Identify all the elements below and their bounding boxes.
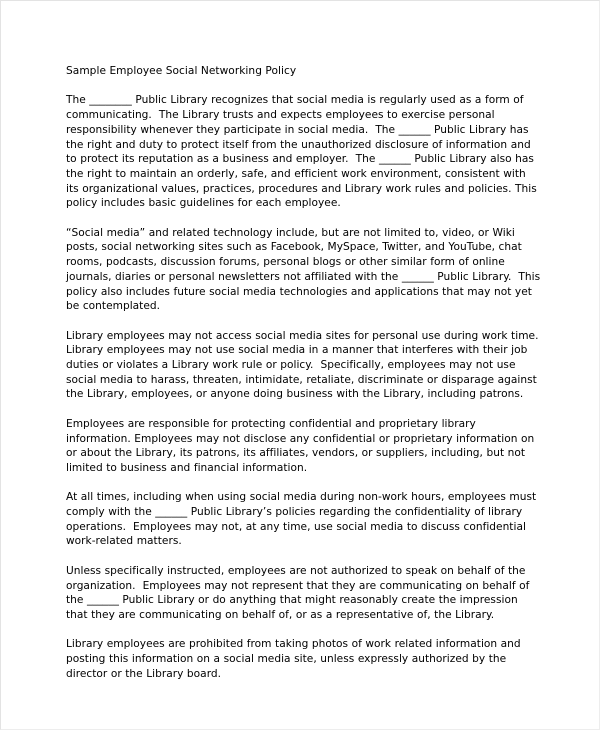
paragraph-confidentiality: Employees are responsible for protecting confidential and proprietary library information. Employees may not disclose any confidential or proprietary information on or about the Library, its patrons, its affiliates, vendors, or suppliers, including, but not limited to business and financial information. xyxy=(66,417,538,474)
paragraph-work-time-use: Library employees may not access social media sites for personal use during work time. Library employees may not use social media in a manner that interferes with their job duties or violates a Library work rule or policy. Specifically, employees may not use social media to harass, threaten, intimidate, retaliate, discriminate or disparage against the Library, employees, or anyone doing business with the Library, including patrons. xyxy=(66,329,546,401)
paragraph-intro: The ________ Public Library recognizes that social media is regularly used as a form of communicating. The Library trusts and expects employees to exercise personal responsibility whenever they participate in social media. The ______ Public Library has the right and duty to protect itself from the unauthorized disclosure of information and to protect its reputation as a business and employer. The ______ Public Library also has the right to maintain an orderly, safe, and efficient work environment, consistent with its organizational values, practices, procedures and Library work rules and policies. This policy includes basic guidelines for each employee. xyxy=(66,94,541,210)
paragraph-definition: “Social media” and related technology include, but are not limited to, video, or Wiki posts, social networking sites such as Facebook, MySpace, Twitter, and YouTube, chat rooms, podcasts, discussion forums, personal blogs or other similar form of online journals, diaries or personal newsletters not affiliated with the ______ Public Library. This policy also includes future social media technologies and applications that may not yet be contemplated. xyxy=(66,226,544,313)
paragraph-speaking-on-behalf: Unless specifically instructed, employees are not authorized to speak on behalf of the organization. Employees may not represent that they are communicating on behalf of the ______ Public Library or do anything that might reasonably create the impression that they are communicating on behalf of, or as a representative of, the Library. xyxy=(66,564,533,621)
document-body xyxy=(66,64,546,681)
paragraph-non-work-hours: At all times, including when using social media during non-work hours, employees must comply with the ______ Public Library’s policies regarding the confidentiality of library operations. Employees may not, at any time, use social media to discuss confidential work-related matters. xyxy=(66,491,540,548)
document-title: Sample Employee Social Networking Policy xyxy=(66,65,297,77)
paragraph-photos: Library employees are prohibited from taking photos of work related information and posting this information on a social media site, unless expressly authorized by the director or the Library board. xyxy=(66,638,525,680)
